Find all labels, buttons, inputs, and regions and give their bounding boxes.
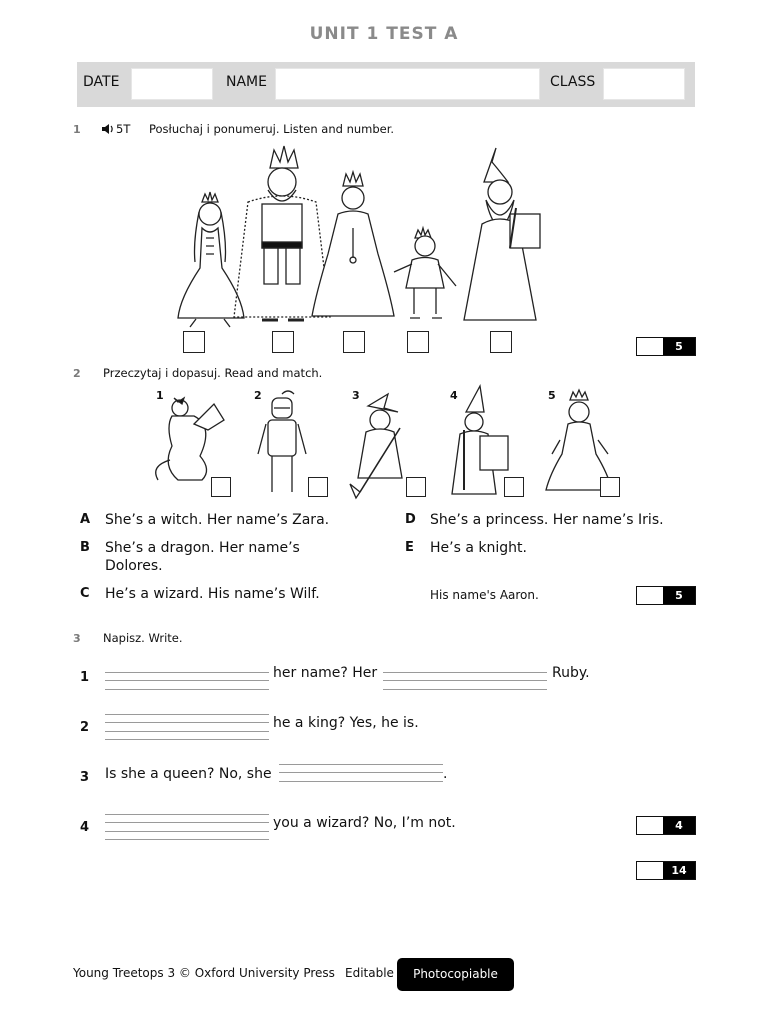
prince-figure — [394, 228, 456, 318]
number-box-king[interactable] — [272, 331, 294, 353]
picture-number: 3 — [352, 389, 360, 402]
number-box-wizard[interactable] — [490, 331, 512, 353]
wizard-figure — [464, 148, 540, 320]
writing-line[interactable] — [383, 672, 547, 673]
wizard-figure — [452, 386, 508, 494]
class-field[interactable] — [603, 68, 685, 100]
question-number: 2 — [73, 367, 81, 380]
princess-figure — [178, 192, 244, 327]
writing-line[interactable] — [279, 781, 443, 782]
princess-figure — [546, 390, 612, 490]
picture-number: 4 — [450, 389, 458, 402]
option-letter-d: D — [405, 512, 416, 527]
writing-line[interactable] — [105, 739, 269, 740]
option-letter-b: B — [80, 540, 90, 555]
section2-score-box[interactable] — [636, 586, 696, 605]
writing-line[interactable] — [383, 680, 547, 681]
section3-score-box[interactable] — [636, 816, 696, 835]
number-box-queen[interactable] — [343, 331, 365, 353]
option-text-e: He’s a knight. — [430, 540, 527, 556]
write-item-number: 2 — [80, 720, 90, 735]
dragon-figure — [156, 398, 224, 480]
knight-figure — [258, 391, 306, 492]
writing-line[interactable] — [105, 714, 269, 715]
writing-line[interactable] — [105, 689, 269, 690]
write-item-text: you a wizard? No, I’m not. — [273, 815, 456, 831]
audio-track-code: 5T — [116, 122, 131, 136]
write-item-number: 3 — [80, 770, 90, 785]
date-label: DATE — [83, 74, 120, 90]
match-box-1[interactable] — [211, 477, 231, 497]
queen-figure — [312, 172, 394, 316]
match-box-4[interactable] — [504, 477, 524, 497]
section3-score: 4 — [663, 817, 695, 834]
name-label: NAME — [226, 74, 267, 90]
writing-line[interactable] — [105, 814, 269, 815]
picture-number: 1 — [156, 389, 164, 402]
section3-instruction: Napisz. Write. — [103, 631, 183, 645]
audio-icon[interactable] — [101, 121, 115, 135]
date-field[interactable] — [131, 68, 213, 100]
write-item-number: 4 — [80, 820, 90, 835]
writing-line[interactable] — [105, 680, 269, 681]
section1-score-box[interactable] — [636, 337, 696, 356]
section2-score: 5 — [663, 587, 695, 604]
total-score: 14 — [663, 862, 695, 879]
picture-number: 2 — [254, 389, 262, 402]
writing-line[interactable] — [279, 764, 443, 765]
match-box-2[interactable] — [308, 477, 328, 497]
write-item-text: . — [443, 766, 448, 782]
section2-instruction: Przeczytaj i dopasuj. Read and match. — [103, 366, 323, 380]
write-item-text: he a king? Yes, he is. — [273, 715, 419, 731]
writing-line[interactable] — [383, 689, 547, 690]
writing-line[interactable] — [105, 722, 269, 723]
witch-figure — [350, 394, 402, 498]
student-info-bar — [77, 62, 695, 107]
option-text-e-extra: His name's Aaron. — [430, 588, 539, 602]
royal-family-illustration — [150, 142, 550, 332]
option-text-d: She’s a princess. Her name’s Iris. — [430, 512, 664, 528]
match-box-3[interactable] — [406, 477, 426, 497]
match-box-5[interactable] — [600, 477, 620, 497]
writing-line[interactable] — [105, 731, 269, 732]
write-item-text: Is she a queen? No, she — [105, 766, 272, 782]
write-item-number: 1 — [80, 670, 90, 685]
photocopiable-badge: Photocopiable — [397, 958, 514, 991]
writing-line[interactable] — [279, 772, 443, 773]
writing-line[interactable] — [105, 672, 269, 673]
write-item-text: Ruby. — [552, 665, 590, 681]
option-letter-e: E — [405, 540, 414, 555]
question-number: 1 — [73, 123, 81, 136]
page-title: UNIT 1 TEST A — [309, 24, 459, 44]
section1-score: 5 — [663, 338, 695, 355]
section1-instruction: Posłuchaj i ponumeruj. Listen and number. — [149, 122, 395, 136]
writing-line[interactable] — [105, 831, 269, 832]
total-score-box[interactable] — [636, 861, 696, 880]
class-label: CLASS — [550, 74, 596, 90]
option-text-b-line2: Dolores. — [105, 558, 163, 574]
name-field[interactable] — [275, 68, 540, 100]
picture-number: 5 — [548, 389, 556, 402]
write-item-text: her name? Her — [273, 665, 378, 681]
number-box-princess[interactable] — [183, 331, 205, 353]
option-text-a: She’s a witch. Her name’s Zara. — [105, 512, 330, 528]
option-text-b-line1: She’s a dragon. Her name’s — [105, 540, 300, 556]
question-number: 3 — [73, 632, 81, 645]
writing-line[interactable] — [105, 839, 269, 840]
option-letter-a: A — [80, 512, 91, 527]
option-letter-c: C — [80, 586, 90, 601]
footer-credit: Young Treetops 3 © Oxford University Press — [73, 966, 335, 980]
number-box-prince[interactable] — [407, 331, 429, 353]
writing-line[interactable] — [105, 822, 269, 823]
footer-editable: Editable — [345, 966, 394, 980]
king-figure — [234, 146, 330, 320]
option-text-c: He’s a wizard. His name’s Wilf. — [105, 586, 320, 602]
